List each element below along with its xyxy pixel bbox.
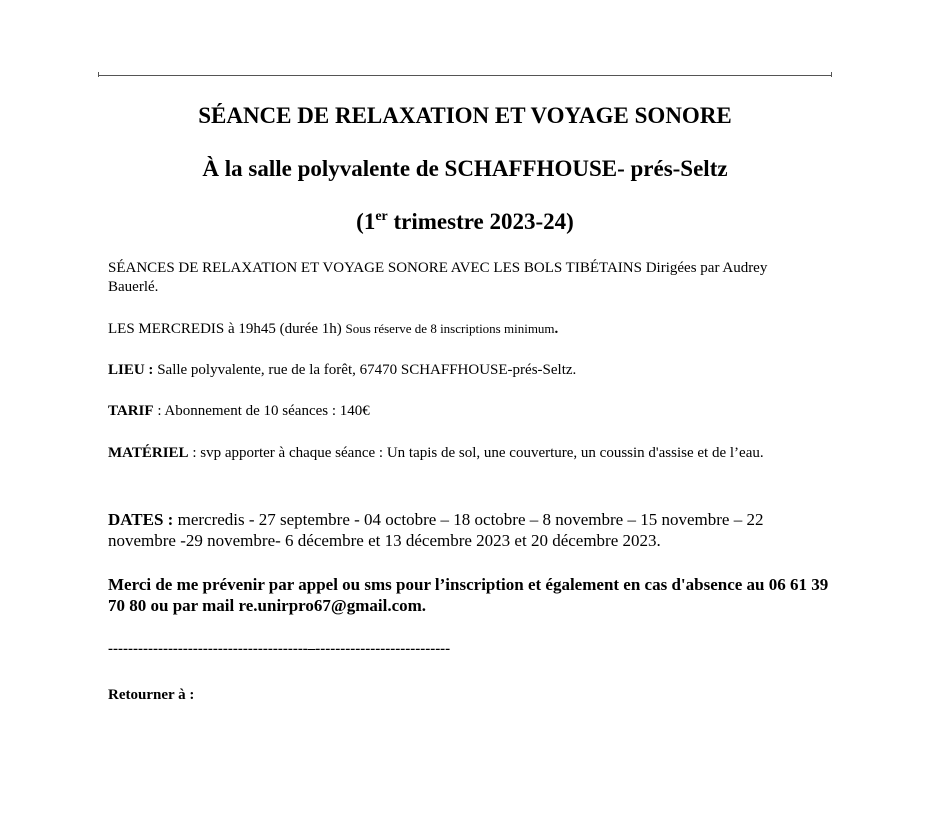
- document-title: SÉANCE DE RELAXATION ET VOYAGE SONORE: [198, 103, 732, 128]
- schedule-paragraph: [108, 319, 818, 339]
- equipment-label: MATÉRIEL: [108, 445, 189, 461]
- return-to-label: Retourner à :: [108, 687, 195, 703]
- dates-paragraph: [108, 509, 818, 551]
- contact-paragraph: Merci de me prévenir par appel ou sms pour l’inscription et également en cas d'absence au 06 61 39 70 80 ou par mail re.unirpro67@gmail.com.: [108, 575, 829, 615]
- location-label: LIEU :: [108, 362, 154, 378]
- venue-subtitle: À la salle polyvalente de SCHAFFHOUSE- prés-Seltz: [202, 156, 728, 181]
- intro-paragraph: SÉANCES DE RELAXATION ET VOYAGE SONORE AVEC LES BOLS TIBÉTAINS Dirigées par Audrey Bauerlé.: [108, 260, 768, 295]
- trimester-open: (1: [356, 209, 376, 234]
- schedule-main: LES MERCREDIS à 19h45 (durée 1h): [108, 321, 346, 337]
- price-text: : Abonnement de 10 séances : 140€: [153, 403, 370, 419]
- price-paragraph: [108, 402, 818, 421]
- equipment-text: : svp apporter à chaque séance : Un tapis de sol, une couverture, un coussin d'assise et de l’eau.: [188, 445, 764, 461]
- header-rule: [98, 75, 832, 76]
- dates-label: DATES :: [108, 510, 174, 529]
- location-paragraph: [108, 361, 818, 380]
- schedule-end: .: [554, 321, 559, 337]
- trimester-superscript: er: [375, 209, 388, 224]
- schedule-note: Sous réserve de 8 inscriptions minimum: [345, 321, 555, 336]
- price-label: TARIF: [108, 403, 154, 419]
- cut-line-separator: ----------------------------------------–---------------------------: [108, 641, 451, 657]
- equipment-paragraph: [108, 444, 818, 463]
- location-text: Salle polyvalente, rue de la forêt, 67470 SCHAFFHOUSE-prés-Seltz.: [153, 362, 577, 378]
- trimester-subtitle: [0, 208, 940, 236]
- trimester-rest: trimestre 2023-24): [387, 209, 574, 234]
- dates-text: mercredis - 27 septembre - 04 octobre – 18 octobre – 8 novembre – 15 novembre – 22 novembre -29 novembre- 6 décembre et 13 décembre 2023 et 20 décembre 2023.: [108, 510, 764, 550]
